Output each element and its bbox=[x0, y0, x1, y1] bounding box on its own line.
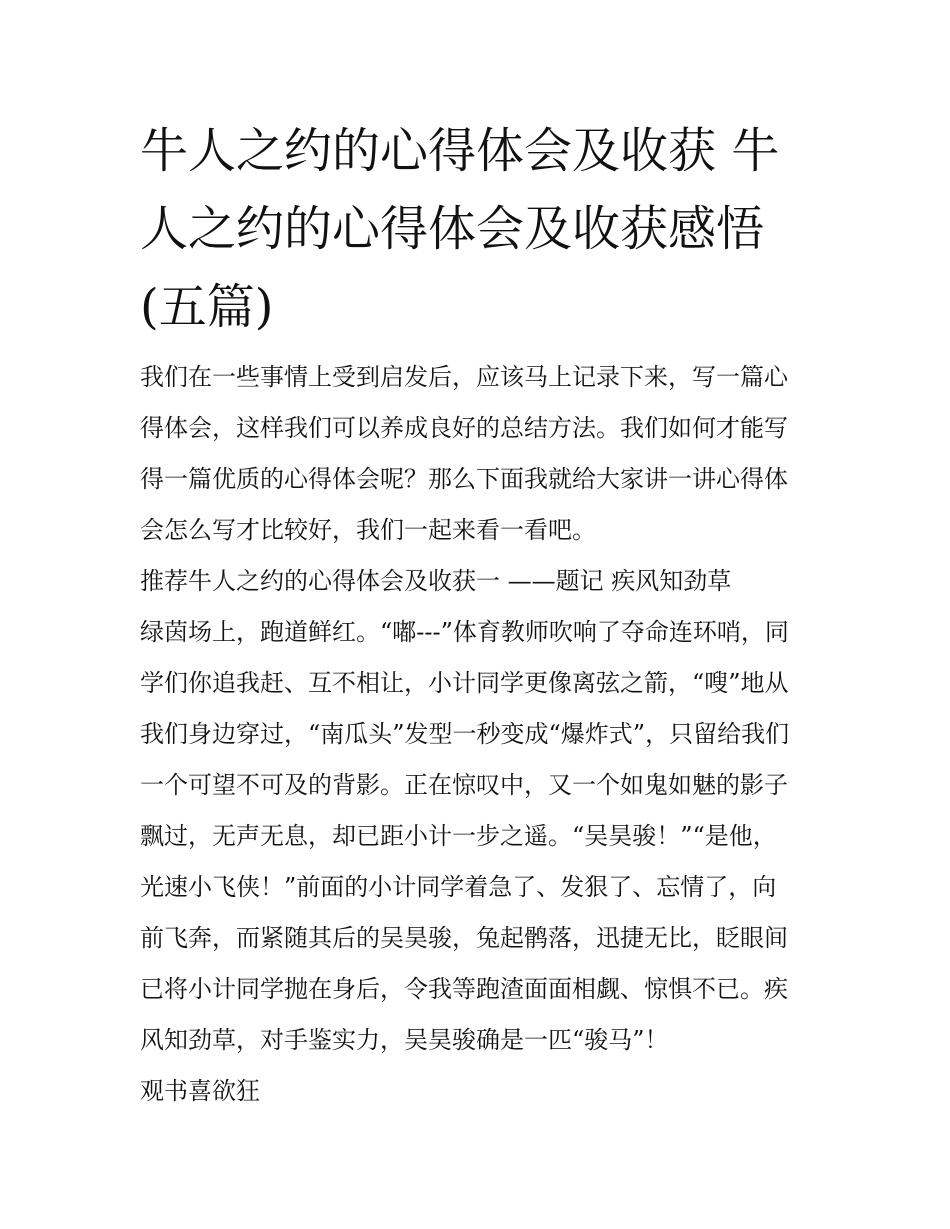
body-line: 绿茵场上，跑道鲜红。“嘟---”体育教师吹响了夺命连环哨，同 bbox=[140, 618, 789, 646]
intro-line: 我们在一些事情上受到启发后，应该马上记录下来，写一篇心 bbox=[140, 363, 788, 391]
section-heading: 推荐牛人之约的心得体会及收获一 ——题记 疾风知劲草 bbox=[140, 567, 732, 595]
title-line: (五篇) bbox=[140, 279, 274, 335]
intro-line: 会怎么写才比较好，我们一起来看一看吧。 bbox=[140, 516, 596, 544]
document-title bbox=[140, 112, 812, 346]
intro-line: 得体会，这样我们可以养成良好的总结方法。我们如何才能写 bbox=[140, 414, 788, 442]
intro-line: 得一篇优质的心得体会呢？那么下面我就给大家讲一讲心得体 bbox=[140, 465, 788, 493]
body-line: 光速小飞侠！”前面的小计同学着急了、发狠了、忘情了，向 bbox=[140, 873, 777, 901]
intro-paragraph bbox=[140, 352, 812, 556]
body-line: 学们你追我赶、互不相让，小计同学更像离弦之箭，“嗖”地从 bbox=[140, 669, 789, 697]
body-line: 一个可望不可及的背影。正在惊叹中，又一个如鬼如魅的影子 bbox=[140, 771, 788, 799]
subheading: 观书喜欲狂 bbox=[140, 1077, 260, 1105]
body-line: 已将小计同学抛在身后，令我等跑渣面面相觑、惊惧不已。疾 bbox=[140, 975, 788, 1003]
title-line: 牛人之约的心得体会及收获 牛 bbox=[140, 123, 780, 179]
document-content bbox=[140, 112, 812, 1117]
body-line: 飘过，无声无息，却已距小计一步之遥。“吴昊骏！”“是他， bbox=[140, 822, 777, 850]
body-line: 风知劲草，对手鉴实力，吴昊骏确是一匹“骏马”！ bbox=[140, 1026, 669, 1054]
body-paragraph bbox=[140, 607, 812, 1066]
title-line: 人之约的心得体会及收获感悟 bbox=[140, 201, 765, 257]
body-line: 我们身边穿过，“南瓜头”发型一秒变成“爆炸式”，只留给我们 bbox=[140, 720, 790, 748]
body-line: 前飞奔，而紧随其后的吴昊骏，兔起鹘落，迅捷无比，眨眼间 bbox=[140, 924, 788, 952]
